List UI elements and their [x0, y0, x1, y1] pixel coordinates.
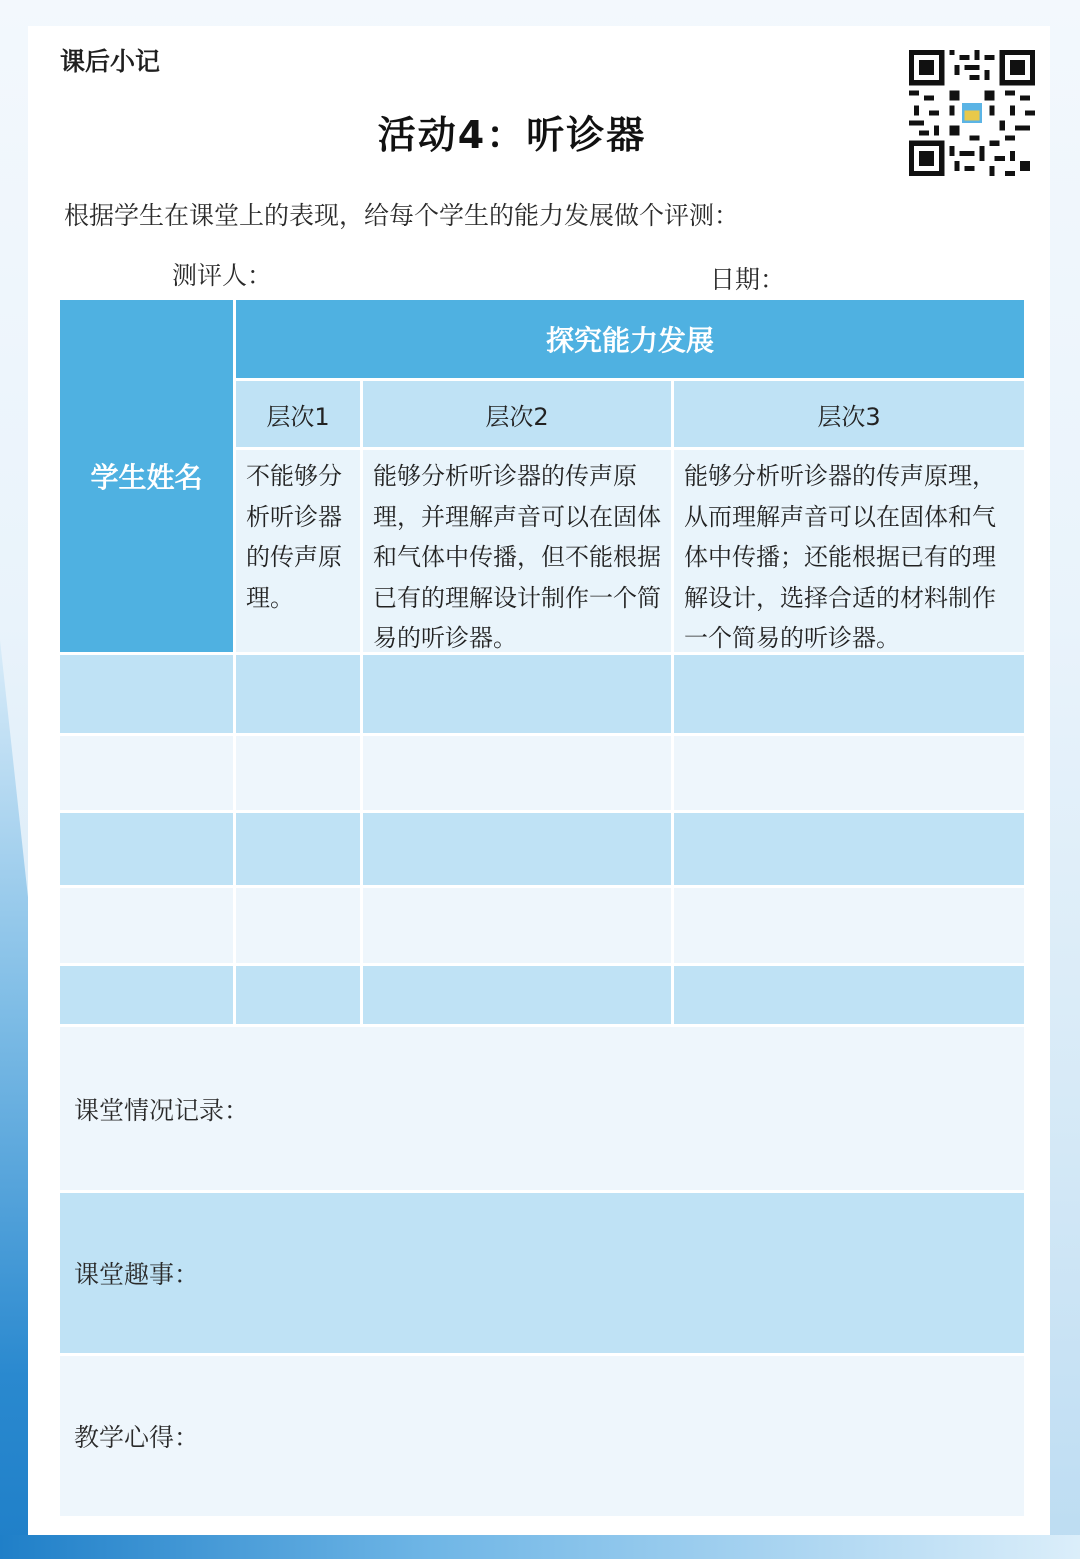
- level-2-cell[interactable]: [363, 655, 671, 733]
- teaching-reflection-label: 教学心得：: [74, 1423, 200, 1452]
- level-2-cell[interactable]: [363, 813, 671, 885]
- level-1-header: 层次1: [236, 381, 360, 447]
- class-fun-label: 课堂趣事：: [74, 1260, 200, 1289]
- student-name-cell[interactable]: [60, 655, 233, 733]
- level-1-cell[interactable]: [236, 736, 360, 810]
- level-1-cell[interactable]: [236, 888, 360, 963]
- level-2-cell[interactable]: [363, 888, 671, 963]
- date-label: 日期：: [710, 265, 786, 294]
- level-3-description: 能够分析听诊器的传声原理，从而理解声音可以在固体和气体中传播；还能根据已有的理解设计，选择合适的材料制作一个简易的听诊器。: [674, 450, 1024, 652]
- instruction-text: 根据学生在课堂上的表现，给每个学生的能力发展做个评测：: [64, 201, 740, 230]
- student-name-cell[interactable]: [60, 888, 233, 963]
- level-2-header: 层次2: [363, 381, 671, 447]
- inquiry-ability-header: 探究能力发展: [236, 300, 1024, 378]
- decorative-bottom-stripe: [0, 1535, 1080, 1559]
- level-2-cell[interactable]: [363, 736, 671, 810]
- evaluator-label: 测评人：: [172, 261, 273, 290]
- page-title: 活动4：听诊器: [377, 113, 647, 157]
- level-3-cell[interactable]: [674, 736, 1024, 810]
- level-1-cell[interactable]: [236, 655, 360, 733]
- level-2-cell[interactable]: [363, 966, 671, 1024]
- level-2-description: 能够分析听诊器的传声原理，并理解声音可以在固体和气体中传播，但不能根据已有的理解设计制作一个简易的听诊器。: [363, 450, 671, 652]
- class-fun-section[interactable]: [60, 1193, 1024, 1353]
- teaching-reflection-section[interactable]: [60, 1356, 1024, 1516]
- level-1-cell[interactable]: [236, 966, 360, 1024]
- corner-label: 课后小记: [60, 47, 161, 76]
- level-3-cell[interactable]: [674, 888, 1024, 963]
- student-name-cell[interactable]: [60, 736, 233, 810]
- student-name-cell[interactable]: [60, 966, 233, 1024]
- class-record-label: 课堂情况记录：: [74, 1095, 250, 1125]
- level-1-description: 不能够分析听诊器的传声原理。: [236, 450, 360, 652]
- student-name-header: 学生姓名: [60, 300, 233, 652]
- class-record-section[interactable]: [60, 1027, 1024, 1190]
- level-3-cell[interactable]: [674, 655, 1024, 733]
- level-3-cell[interactable]: [674, 813, 1024, 885]
- qr-code-icon: [908, 50, 1036, 176]
- level-3-header: 层次3: [674, 381, 1024, 447]
- student-name-cell[interactable]: [60, 813, 233, 885]
- level-3-cell[interactable]: [674, 966, 1024, 1024]
- level-1-cell[interactable]: [236, 813, 360, 885]
